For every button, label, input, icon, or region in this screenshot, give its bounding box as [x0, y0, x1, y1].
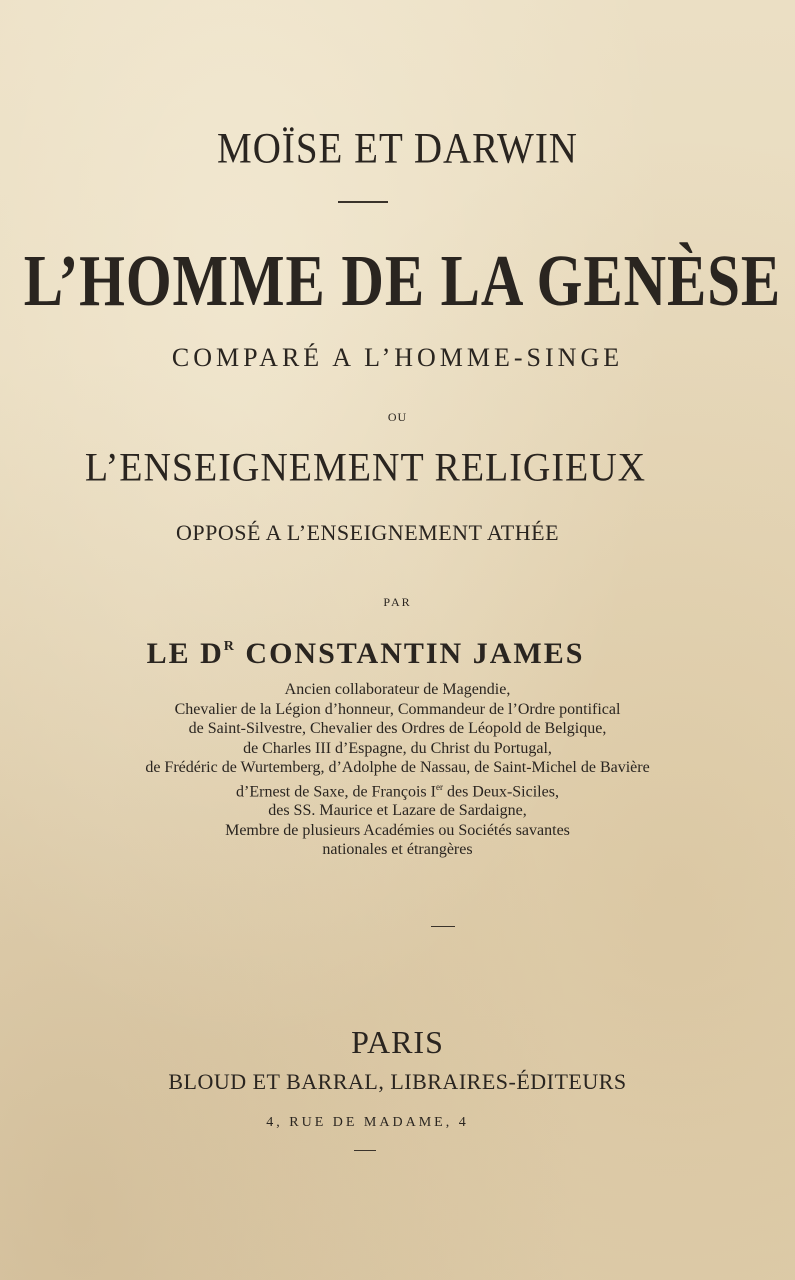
credential-line: de Saint-Silvestre, Chevalier des Ordres de Léopold de Belgique, — [188, 720, 607, 737]
main-title: L’HOMME DE LA GENÈSE — [23, 239, 782, 322]
imprint-city: PARIS — [351, 1024, 444, 1060]
conjunction-ou: OU — [387, 410, 408, 424]
author-prefix-sup: R — [223, 639, 236, 654]
title-top: MOÏSE ET DARWIN — [217, 124, 578, 173]
credential-line: de Frédéric de Wurtemberg, d’Adolphe de Nassau, de Saint-Michel de Bavière — [145, 759, 650, 776]
subtitle-compare: COMPARÉ A L’HOMME-SINGE — [171, 343, 624, 372]
by-label: PAR — [383, 595, 412, 609]
divider-rule-middle — [431, 926, 455, 927]
credential-line: d’Ernest de Saxe, de François Ier des Deux-Siciles, — [236, 781, 559, 800]
divider-rule-bottom — [354, 1150, 376, 1151]
imprint-publisher: BLOUD ET BARRAL, LIBRAIRES-ÉDITEURS — [168, 1069, 627, 1094]
credential-line: de Charles III d’Espagne, du Christ du Portugal, — [243, 739, 552, 757]
credential-line: Chevalier de la Légion d’honneur, Commandeur de l’Ordre pontifical — [174, 700, 621, 718]
divider-rule-top — [338, 201, 388, 203]
credential-line: nationales et étrangères — [322, 841, 473, 859]
author-surname: CONSTANTIN JAMES — [235, 637, 585, 670]
subtitle-oppose: OPPOSÉ A L’ENSEIGNEMENT ATHÉE — [175, 520, 560, 545]
subtitle-enseignement: L’ENSEIGNEMENT RELIGIEUX — [84, 445, 647, 491]
credential-line: Ancien collaborateur de Magendie, — [284, 681, 511, 698]
credential-fragment: des Deux-Siciles, — [446, 782, 559, 800]
credential-sup: er — [435, 781, 443, 792]
imprint-address: 4, RUE DE MADAME, 4 — [266, 1115, 469, 1130]
author-name — [0, 637, 763, 671]
credential-line: des SS. Maurice et Lazare de Sardaigne, — [268, 802, 527, 820]
author-credentials — [0, 680, 795, 860]
credential-fragment: d’Ernest de Saxe, de François — [236, 782, 427, 800]
author-prefix: LE D — [146, 637, 224, 670]
credential-line: Membre de plusieurs Académies ou Sociétés savantes — [225, 821, 570, 839]
